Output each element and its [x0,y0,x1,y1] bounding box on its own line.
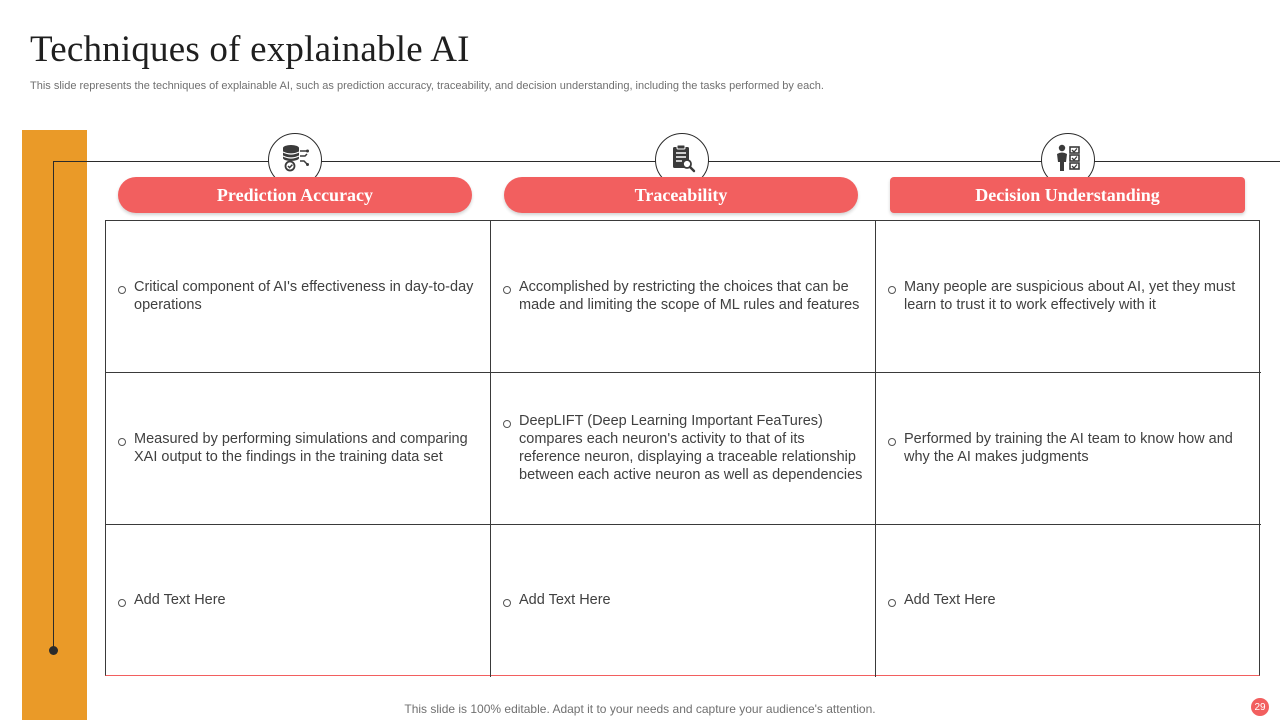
bullet-circle-icon [503,599,511,607]
list-item: Add Text Here [118,591,226,609]
page-number-badge: 29 [1251,698,1269,716]
bullet-circle-icon [503,420,511,428]
bullet-circle-icon [118,599,126,607]
bullet-circle-icon [888,599,896,607]
connector-line-vertical [53,161,54,650]
footer-note: This slide is 100% editable. Adapt it to your needs and capture your audience's attention. [404,702,876,716]
table-cell [876,221,1261,373]
heading-prediction-accuracy: Prediction Accuracy [118,177,472,213]
bullet-circle-icon [503,286,511,294]
table-cell [106,525,491,677]
list-item: Performed by training the AI team to know how and why the AI makes judgments [888,430,1251,466]
list-item: DeepLIFT (Deep Learning Important FeaTures) compares each neuron's activity to that of its reference neuron, displaying a traceable relationship between each active neuron as well as dependencies [503,412,865,484]
orange-side-bar [22,130,87,720]
list-item: Add Text Here [888,591,996,609]
list-item: Critical component of AI's effectiveness in day-to-day operations [118,278,480,314]
heading-traceability: Traceability [504,177,858,213]
list-item: Measured by performing simulations and comparing XAI output to the findings in the training data set [118,430,480,466]
table-cell [876,373,1261,525]
table-cell [876,525,1261,677]
bullet-circle-icon [118,286,126,294]
table-cell [491,525,876,677]
heading-decision-understanding: Decision Understanding [890,177,1245,213]
table-cell [106,221,491,373]
bullet-circle-icon [888,438,896,446]
list-item: Add Text Here [503,591,611,609]
bullet-circle-icon [888,286,896,294]
slide-subtitle: This slide represents the techniques of explainable AI, such as prediction accuracy, traceability, and decision understanding, including the tasks performed by each. [30,80,824,92]
table-cell [106,373,491,525]
slide-title: Techniques of explainable AI [30,29,470,70]
techniques-table [105,220,1260,676]
list-item: Many people are suspicious about AI, yet they must learn to trust it to work effectively with it [888,278,1251,314]
table-cell [491,373,876,525]
table-cell [491,221,876,373]
list-item: Accomplished by restricting the choices that can be made and limiting the scope of ML rules and features [503,278,865,314]
bullet-circle-icon [118,438,126,446]
connector-end-dot [49,646,58,655]
